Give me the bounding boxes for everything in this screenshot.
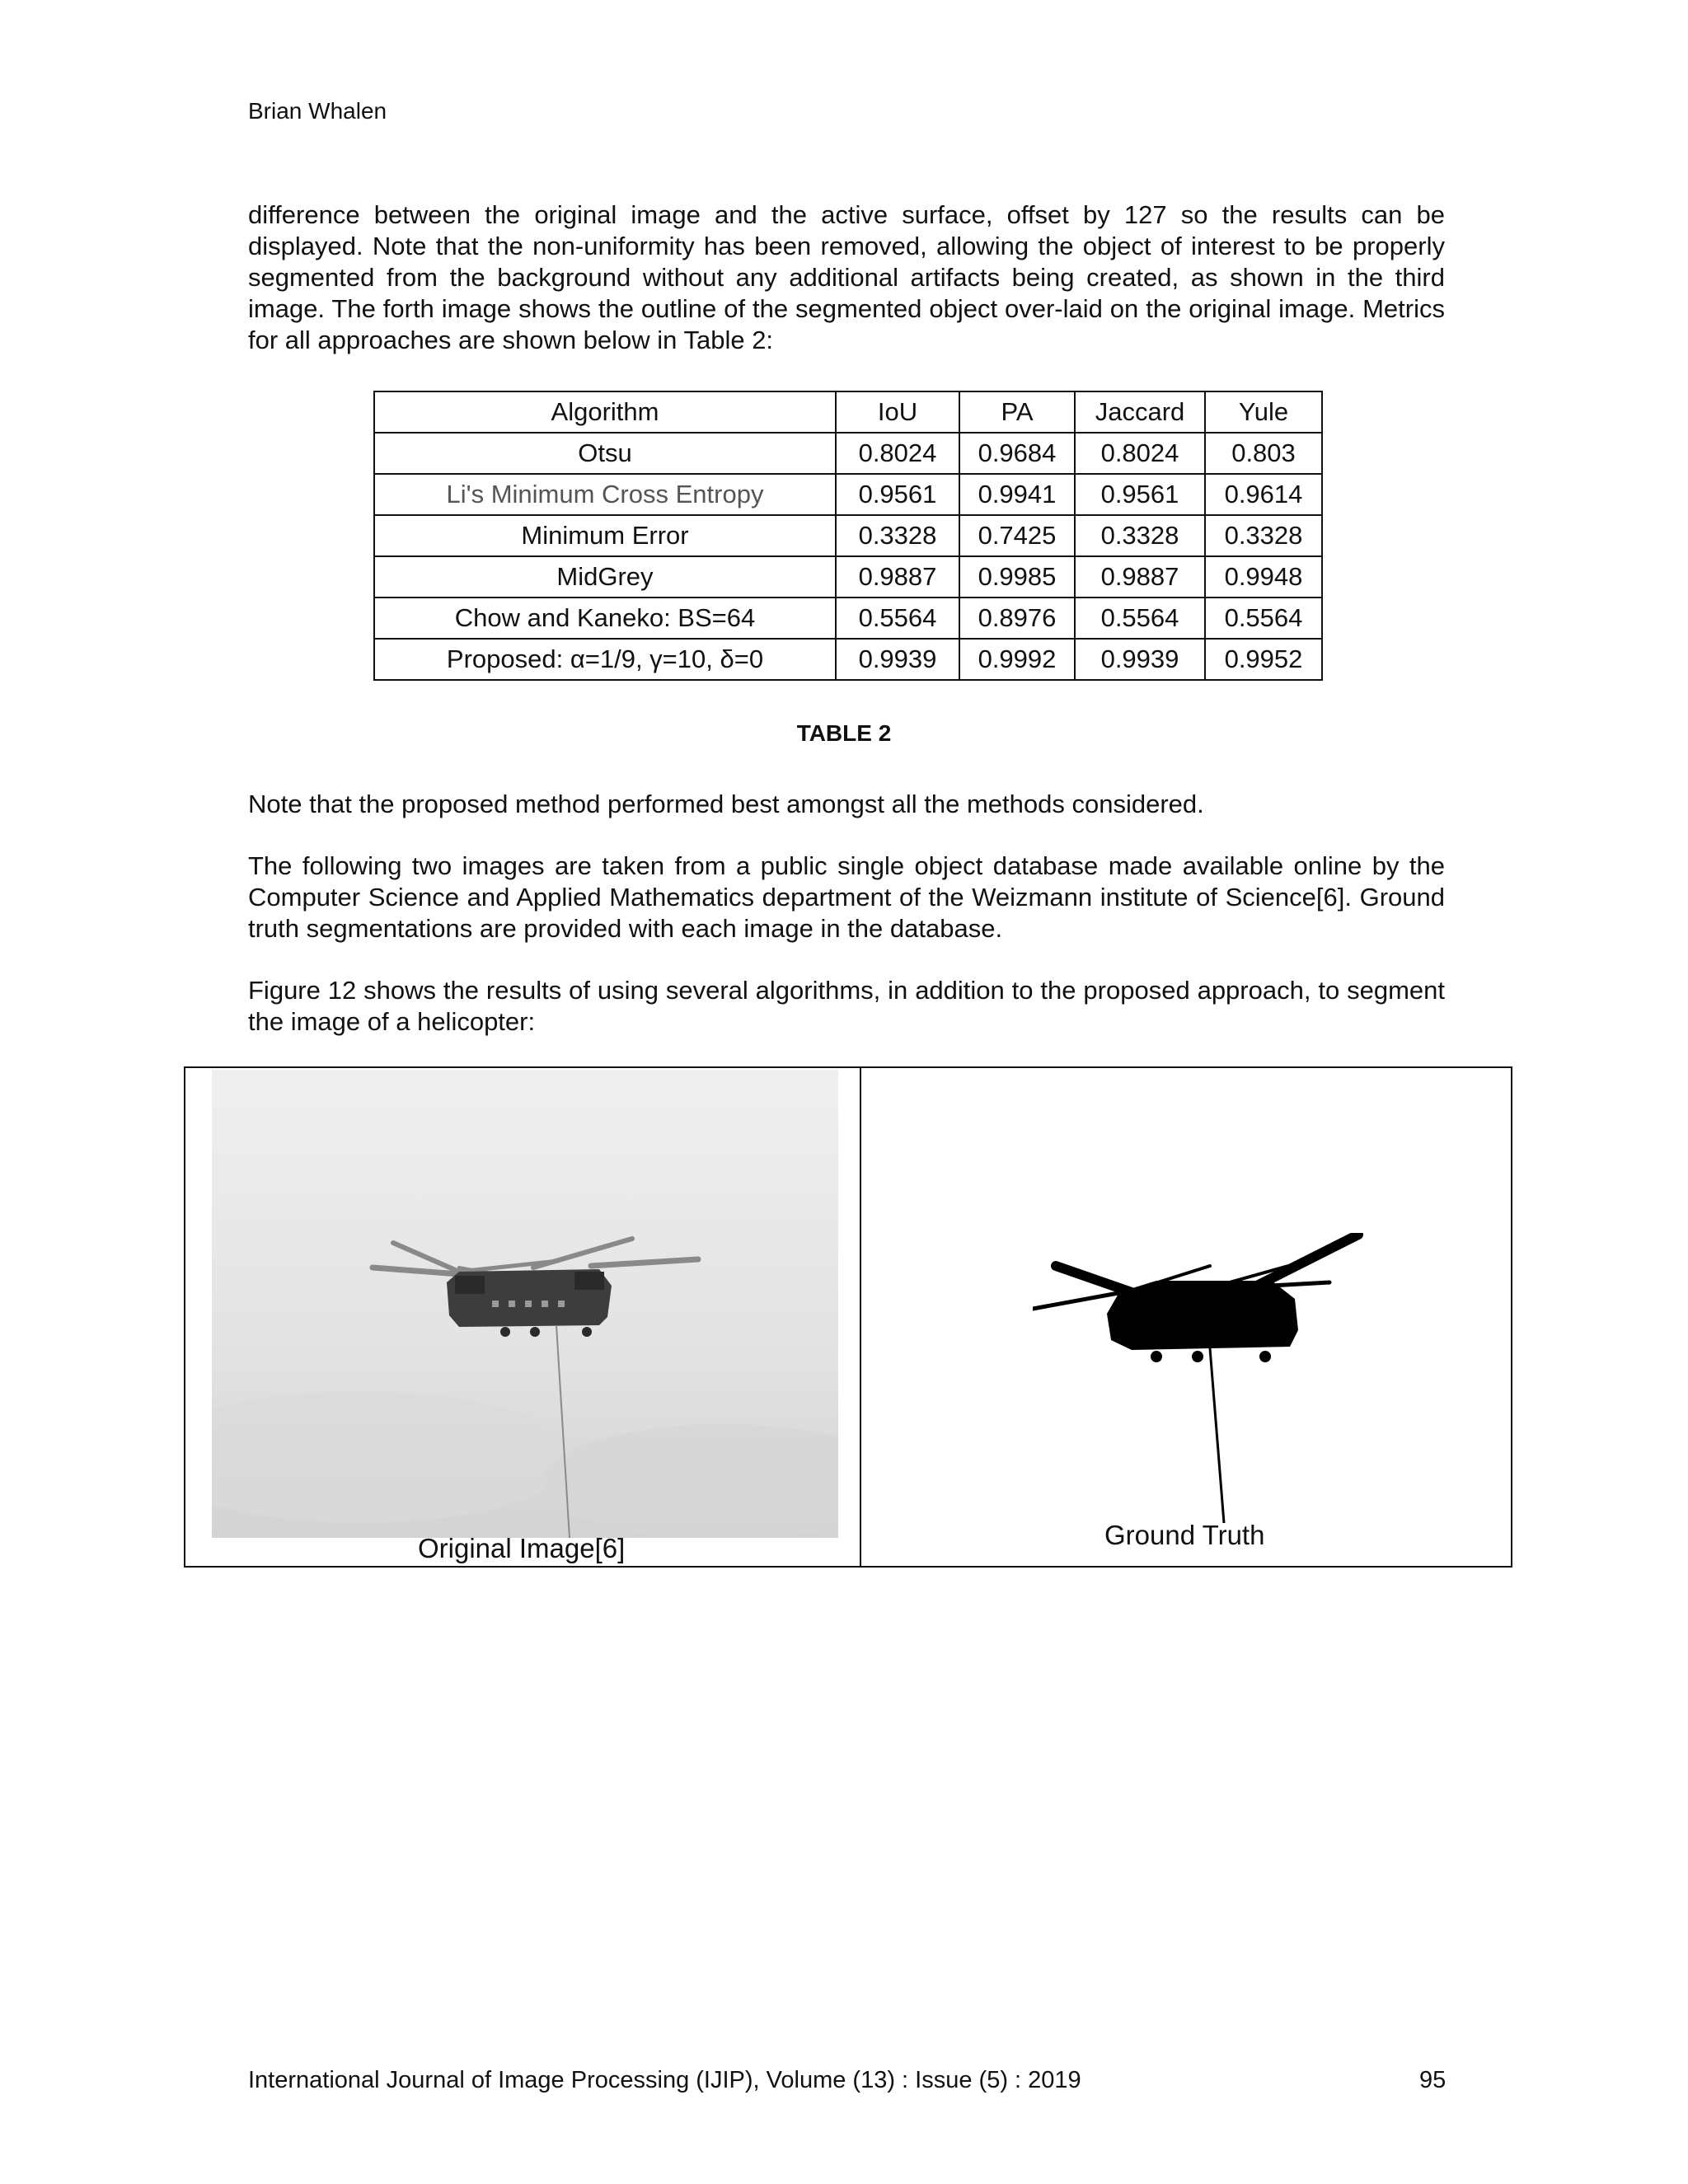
cell-iou: 0.9561 (836, 474, 959, 515)
original-helicopter-photo (212, 1070, 838, 1538)
cell-algorithm: Li's Minimum Cross Entropy (374, 474, 836, 515)
cell-yule: 0.9948 (1205, 556, 1322, 598)
table-row (374, 556, 1322, 598)
cell-jaccard: 0.9939 (1075, 639, 1205, 680)
ground-truth-mask (1033, 1233, 1395, 1530)
header-algorithm: Algorithm (374, 391, 836, 433)
cell-pa: 0.9684 (959, 433, 1075, 474)
cell-yule: 0.9614 (1205, 474, 1322, 515)
header-pa: PA (959, 391, 1075, 433)
paragraph-conclusion: Note that the proposed method performed best amongst all the methods considered. (248, 790, 1204, 818)
cell-algorithm: Proposed: α=1/9, γ=10, δ=0 (374, 639, 836, 680)
table-row (374, 515, 1322, 556)
cell-algorithm: Minimum Error (374, 515, 836, 556)
cell-yule: 0.5564 (1205, 598, 1322, 639)
header-yule: Yule (1205, 391, 1322, 433)
figure-divider (860, 1068, 861, 1566)
cell-algorithm: Otsu (374, 433, 836, 474)
cell-jaccard: 0.5564 (1075, 598, 1205, 639)
paragraph-metrics-intro: difference between the original image and the active surface, offset by 127 so the results can be displayed. Note that the non-uniformity has been removed, allowing the object of interest to be properly segmented from the background without any additional artifacts being created, as shown in the third image. The forth image shows the outline of the segmented object over-laid on the original image. Metrics for all approaches are shown below in Table 2: (248, 200, 1445, 354)
cell-iou: 0.5564 (836, 598, 959, 639)
metrics-table (373, 391, 1323, 681)
cell-pa: 0.9985 (959, 556, 1075, 598)
cell-jaccard: 0.9561 (1075, 474, 1205, 515)
table-row (374, 639, 1322, 680)
cell-algorithm: Chow and Kaneko: BS=64 (374, 598, 836, 639)
cell-yule: 0.3328 (1205, 515, 1322, 556)
table-row (374, 433, 1322, 474)
table-caption: TABLE 2 (796, 720, 892, 746)
cell-algorithm: MidGrey (374, 556, 836, 598)
footer-page-number: 95 (1419, 2067, 1447, 2093)
cell-iou: 0.3328 (836, 515, 959, 556)
cell-jaccard: 0.3328 (1075, 515, 1205, 556)
cell-iou: 0.9939 (836, 639, 959, 680)
cell-iou: 0.9887 (836, 556, 959, 598)
figure-12 (184, 1066, 1512, 1568)
cell-pa: 0.7425 (959, 515, 1075, 556)
cell-yule: 0.803 (1205, 433, 1322, 474)
cell-pa: 0.9992 (959, 639, 1075, 680)
cell-iou: 0.8024 (836, 433, 959, 474)
header-jaccard: Jaccard (1075, 391, 1205, 433)
paragraph-dataset: The following two images are taken from a public single object database made available online by the Computer Science and Applied Mathematics department of the Weizmann institute of Science[6]. Ground truth segmentations are provided with each image in the database. (248, 851, 1445, 943)
original-image-label: Original Image[6] (418, 1533, 626, 1563)
cell-pa: 0.8976 (959, 598, 1075, 639)
cell-pa: 0.9941 (959, 474, 1075, 515)
table-row (374, 474, 1322, 515)
table-header-row (374, 391, 1322, 433)
header-iou: IoU (836, 391, 959, 433)
paragraph-figure-intro: Figure 12 shows the results of using several algorithms, in addition to the proposed approach, to segment the image of a helicopter: (248, 976, 1445, 1036)
running-header-author: Brian Whalen (248, 98, 387, 124)
cell-yule: 0.9952 (1205, 639, 1322, 680)
cell-jaccard: 0.9887 (1075, 556, 1205, 598)
ground-truth-label: Ground Truth (1104, 1520, 1265, 1550)
table-row (374, 598, 1322, 639)
cell-jaccard: 0.8024 (1075, 433, 1205, 474)
footer-journal-citation: International Journal of Image Processing (IJIP), Volume (13) : Issue (5) : 2019 (248, 2067, 1081, 2093)
